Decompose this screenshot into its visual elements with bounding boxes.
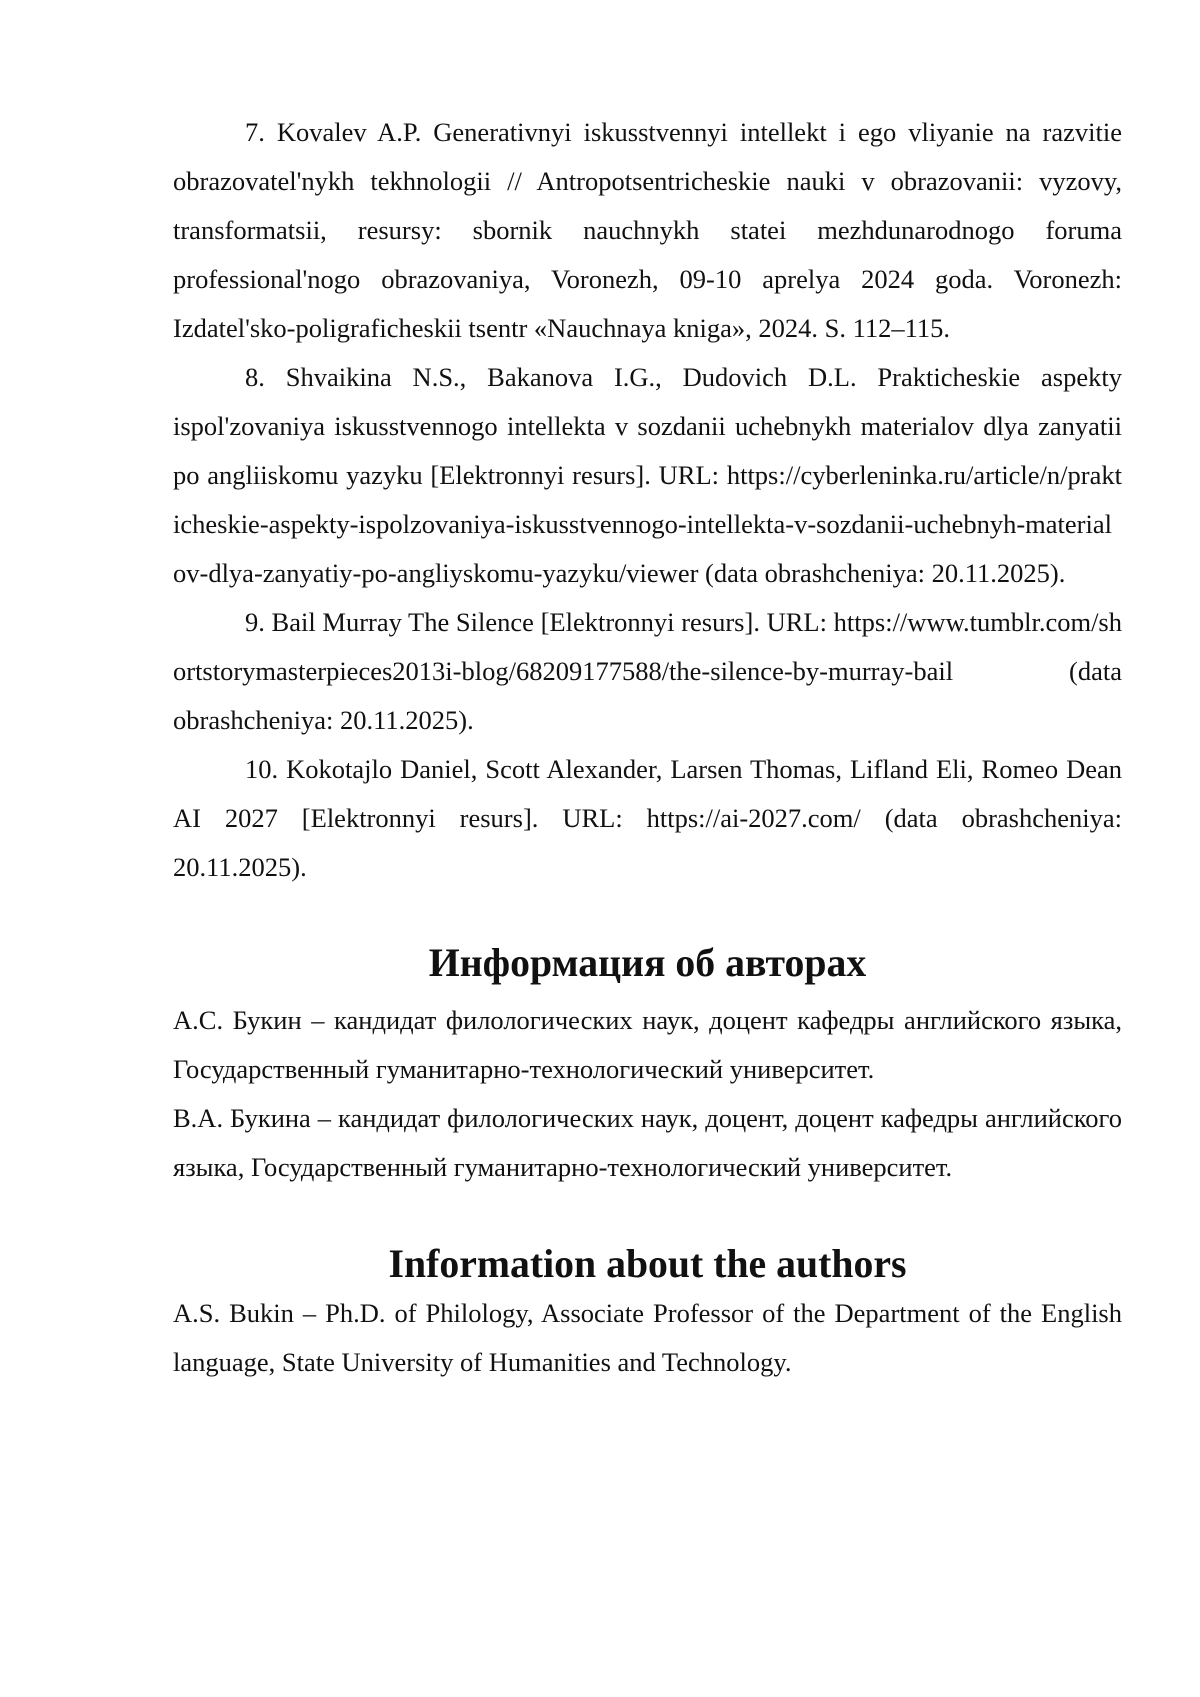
reference-item-7 [173,108,1122,353]
author-info-ru-bukina: В.А. Букина – кандидат филологических наук, доцент, доцент кафедры английского языка, Государственный гуманитарно-технологический университет. [173,1103,1122,1182]
authors-heading-en: Information about the authors [388,1242,907,1286]
reference-item-8 [173,353,1122,598]
author-info-ru-bukin: А.С. Букин – кандидат филологических наук, доцент кафедры английского языка, Государственный гуманитарно-технологический университет. [173,1005,1122,1084]
reference-access-date: (data obrashcheniya: 20.11.2025). [173,656,1122,735]
reference-text: 10. Kokotajlo Daniel, Scott Alexander, Larsen Thomas, Lifland Eli, Romeo Dean AI 2027 [Elektronnyi resurs]. URL: https://ai-2027.com/ (data obrashcheniya: 20.11.2025). [173,754,1122,882]
reference-text: 7. Kovalev A.P. Generativnyi iskusstvennyi intellekt i ego vliyanie na razvitie obrazovatel'nykh tekhnologii // Antropotsentricheskie nauki v obrazovanii: vyzovy, transformatsii, resursy: sbornik nauchnykh statei mezhdunarodnogo foruma professional'nogo obrazovaniya, Voronezh, 09-10 aprelya 2024 goda. Voronezh: Izdatel'sko-poligraficheskii tsentr «Nauchnaya kniga», 2024. S. 112–115. [173,117,1122,343]
reference-access-date: (data obrashcheniya: 20.11.2025). [705,558,1066,588]
reference-text: 9. Bail Murray The Silence [Elektronnyi resurs]. URL: [245,607,827,637]
author-info-en-bukin: A.S. Bukin – Ph.D. of Philology, Associate Professor of the Department of the English language, State University of Humanities and Technology. [173,1298,1122,1377]
reference-item-9 [173,598,1122,745]
reference-text: 8. Shvaikina N.S., Bakanova I.G., Dudovich D.L. Prakticheskie aspekty ispol'zovaniya iskusstvennogo intellekta v sozdanii uchebnykh materialov dlya zanyatii po angliiskomu yazyku [Elektronnyi resurs]. URL: [173,362,1122,490]
reference-url[interactable]: https://www.tumblr.com/shortstorymasterpieces2013i-blog/68209177588/the-silence-by-murray-bail [173,607,1122,686]
document-page [173,108,1122,1387]
authors-heading-ru: Информация об авторах [428,941,867,985]
reference-url[interactable]: https://cyberleninka.ru/article/n/prakticheskie-aspekty-ispolzovaniya-iskusstvennogo-intellekta-v-sozdanii-uchebnyh-materialov-dlya-zanyatiy-po-angliyskomu-yazyku/viewer [173,460,1122,588]
reference-item-10 [173,745,1122,892]
reference-list [173,108,1122,892]
